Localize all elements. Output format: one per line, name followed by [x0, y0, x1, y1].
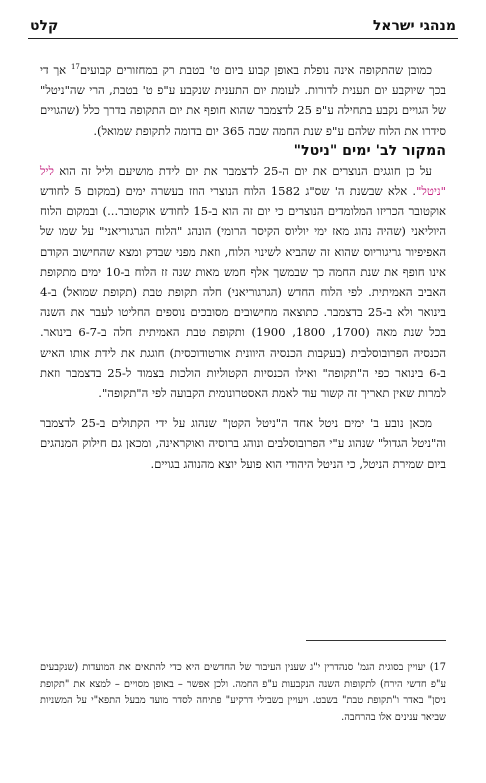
paragraph-2-text: על כן חוגגים הנוצרים את יום ה-25 לדצמבר את יום לידת מושיעם וליל זה הוא — [53, 163, 432, 178]
footnote-number: 17) — [429, 662, 446, 673]
footnote-17 — [40, 660, 446, 726]
paragraph-1-text-cont: אך די בכך שיוקבע יום תענית לדורות. לעומת יום התענית שנקבע ע"פ ט' בטבת, הרי שה"ניטל" של הגויים נקבע בתחילה ע"פ 25 לדצמבר שהוא חופף את יום התקופה בדרך כלל (שהגויים סידרו את הלוח שלהם ע"פ שנת החמה שבה 365 יום בדומה לתקופת שמואל). — [40, 63, 446, 138]
page-number: קלט — [30, 18, 59, 34]
paragraph-1-text: כמובן שהתקופה אינה נופלת באופן קבוע ביום ט' בטבת רק במחזורים קבועים — [79, 63, 432, 77]
footnote-ref-17: 17 — [70, 63, 80, 72]
paragraph-1 — [40, 60, 446, 141]
running-head — [30, 10, 456, 34]
section-title: המקור לב' ימים "ניטל" — [293, 142, 446, 159]
paragraph-2 — [40, 161, 446, 403]
footnote-text: יעויין בסוגית הגמ' סנהדרין י"ג שענין העיבור של החדשים היא כדי להתאים את המועדות (שנקבעים ע"פ חדשי הירח) לתקופות השנה הנקבעות ע"פ החמה. ולכן אפשר – באופן מסויים – למצא את "תקופת ניסן" באדר ו"תקופת טבת" בשבט. ויעויין בשבילי דרקיע" פתיחה לסדר מועד מבעל התפא"י על המשניות שביאר ענינים אלו בהרחבה. — [40, 662, 446, 723]
paragraph-2-text-cont: . אלא שבשנת ה' שס"ג 1582 הלוח הנוצרי הוזז בעשרה ימים (במקום 5 לחודש אוקטובר הכריזו המלומדים הנוצרים כי יום זה הוא ב-15 לחודש אוקטובר...) ובמקום הלוח היוליאני (שהיה נהוג מאז ימי יוליוס הקיסר הרומי) הונהג "הלוח הגרגוריאני" על שמו של האפיפיור גריגוריוס שהוא זה שהביא לשינוי הלוח, וזאת מפני שבדק ומצא שהחישוב הקודם אינו חופף את שנת החמה כך שבמשך אלף חמש מאות שנה זז הלוח ב-10 ימים מתקופת האביב האמיתית. לפי הלוח החדש (הגרגוריאני) חלה תקופת טבת (תקופת שמואל) ב-4 בינואר ולא ב-25 בדצמבר. כתוצאה מחישובים מסובכים נוספים החליטו לעבר את השנה בכל שנת מאה (1700, 1800, 1900) ותקופת טבת האמיתית חלה ב-6-7 בינואר. הכנסיה הפרובוסלבית (בעקבות הכנסיה היוונית אורטודוכסית) חוגגת את לידת אותו האיש ב-6 בינואר כפי ה"תקופה" ואילו הכנסיות הקטוליות הולכות בצמוד ל-25 בדצמבר וזאת למרות שאין תאריך זה קשור עוד לאמת האסטרונומית הקבועה לפי ה"תקופה". — [40, 184, 446, 401]
footnote-rule — [306, 640, 446, 641]
book-title: מנהגי ישראל — [372, 18, 456, 34]
main-text — [40, 60, 446, 474]
paragraph-3: מכאן נובע ב' ימים ניטל אחד ה"ניטל הקטן" שנהוג על ידי הקתולים ב-25 לדצמבר וה"ניטל הגדול" שנהוג ע"י הפרובוסלבים ונוהג ברוסיה ואוקראינה, ומכאן גם חילוק המנהגים ביום שמירת הניטל, כי הניטל היהודי הוא פועל יוצא מהנוהג בגויים. — [40, 416, 446, 471]
header-rule — [28, 38, 458, 39]
highlighted-phrase: ליל "ניטל" — [40, 163, 446, 199]
